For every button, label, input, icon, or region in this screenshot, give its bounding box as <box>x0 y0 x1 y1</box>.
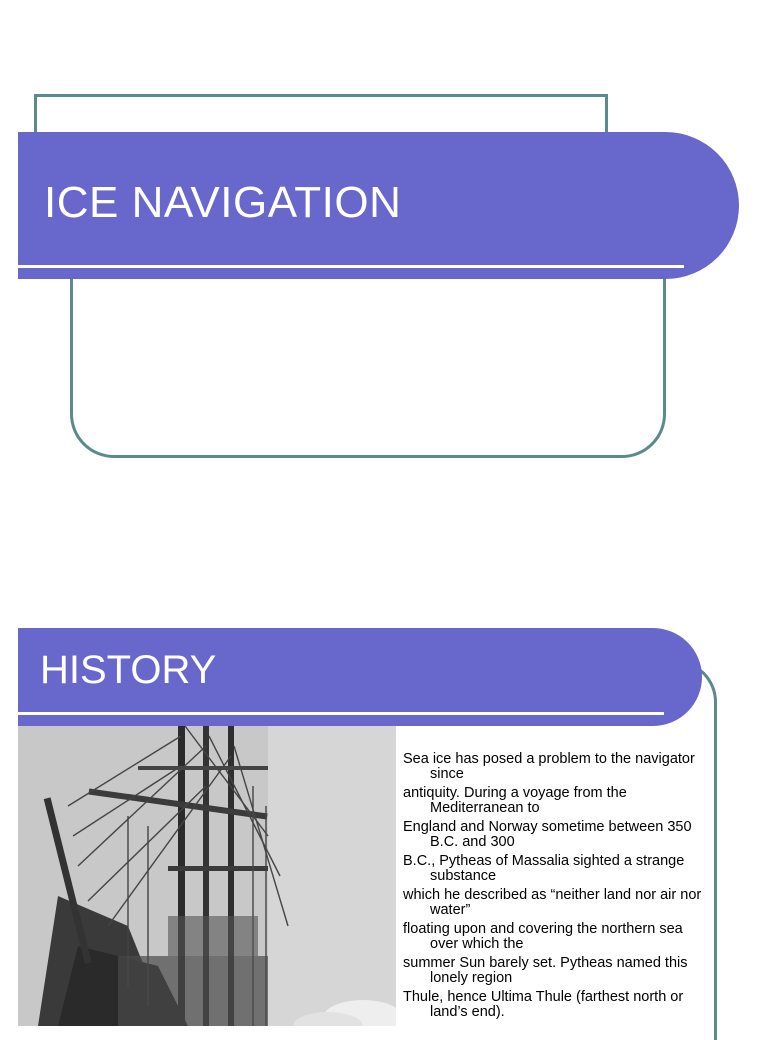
ship-in-ice-photo <box>18 726 396 1026</box>
history-paragraph: floating upon and covering the northern sea over which the <box>403 921 683 952</box>
history-paragraph: Sea ice has posed a problem to the navigator since <box>403 751 695 782</box>
slide-ice-navigation <box>0 0 768 500</box>
history-paragraph: summer Sun barely set. Pytheas named this lonely region <box>403 955 688 986</box>
slide-history <box>0 600 768 1024</box>
slide1-title-rule <box>18 265 684 268</box>
history-text <box>403 752 703 1024</box>
slide2-title-band <box>18 628 702 726</box>
slide1-frame-bottom <box>70 260 666 458</box>
ship-illustration <box>18 726 396 1026</box>
history-paragraph: antiquity. During a voyage from the Mediterranean to <box>403 785 627 816</box>
history-paragraph: Thule, hence Ultima Thule (farthest north or land’s end). <box>403 989 684 1020</box>
slide2-title-rule <box>18 712 664 715</box>
slide1-title-band <box>18 132 739 279</box>
history-paragraph: which he described as “neither land nor air nor water” <box>403 887 702 918</box>
history-paragraph: B.C., Pytheas of Massalia sighted a strange substance <box>403 853 685 884</box>
slide1-title: ICE NAVIGATION <box>44 178 402 227</box>
history-paragraph: England and Norway sometime between 350 B.C. and 300 <box>403 819 692 850</box>
slide2-title: HISTORY <box>40 648 217 692</box>
